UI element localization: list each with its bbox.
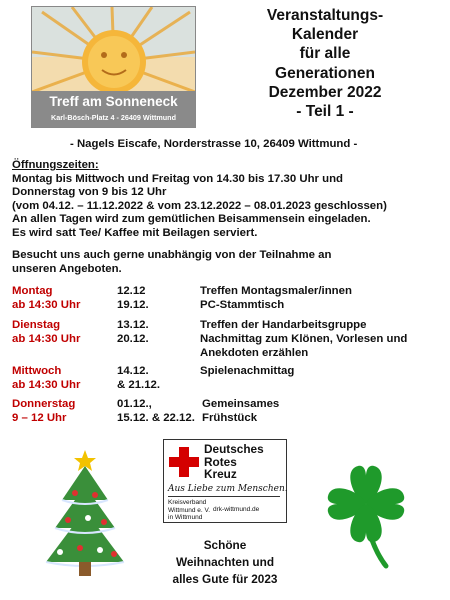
hours-line: Montag bis Mittwoch und Freitag von 14.30 bis 17.30 Uhr und	[12, 173, 344, 185]
schedule-activity: Gemeinsames	[202, 398, 280, 410]
schedule-day: Montag	[12, 285, 53, 297]
hours-line: An allen Tagen wird zum gemütlichen Beisammensein eingeladen.	[12, 213, 371, 225]
logo-address: Karl-Bösch-Platz 4 - 26409 Wittmund	[51, 113, 176, 122]
title-line: - Teil 1 -	[296, 103, 354, 121]
schedule-date: & 21.12.	[117, 379, 161, 391]
schedule-date: 19.12.	[117, 299, 149, 311]
title-line: Kalender	[291, 26, 359, 44]
schedule-date: 15.12. & 22.12.	[117, 412, 195, 424]
title-line: Generationen	[275, 64, 375, 82]
schedule-activity: Frühstück	[202, 412, 258, 424]
schedule-activity: PC-Stammtisch	[200, 299, 285, 311]
schedule-activity: Anekdoten erzählen	[200, 347, 309, 359]
schedule-date: 14.12.	[117, 365, 149, 377]
drk-org: Kreisverband Wittmund e. V. in Wittmund	[168, 499, 211, 522]
schedule-time: 9 – 12 Uhr	[12, 412, 67, 424]
hours-heading: Öffnungszeiten:	[12, 159, 99, 171]
drk-website: drk-wittmund.de	[213, 506, 260, 513]
logo-treff-am-sonneneck	[31, 6, 196, 128]
sun-painting	[32, 7, 195, 127]
drk-name: Deutsches Rotes Kreuz	[204, 442, 264, 481]
schedule-day: Donnerstag	[12, 398, 76, 410]
title-line: Dezember 2022	[268, 83, 382, 101]
holiday-greeting: Schöne Weihnachten und alles Gute für 2023	[172, 538, 278, 586]
schedule-date: 13.12.	[117, 319, 149, 331]
title-line: Veranstaltungs-	[266, 7, 384, 24]
schedule-activity: Nachmittag zum Klönen, Vorlesen und	[200, 333, 408, 345]
venue-line: - Nagels Eiscafe, Norderstrasse 10, 26409 Wittmund -	[70, 138, 358, 150]
schedule-day: Mittwoch	[12, 365, 62, 377]
schedule-time: ab 14:30 Uhr	[12, 333, 81, 345]
drk-logo	[163, 439, 287, 523]
hours-line: Es wird satt Tee/ Kaffee mit Beilagen serviert.	[12, 227, 258, 239]
schedule-day: Dienstag	[12, 319, 61, 331]
schedule-activity: Treffen Montagsmaler/innen	[200, 285, 352, 297]
schedule-activity: Treffen der Handarbeitsgruppe	[200, 319, 367, 331]
invite-line: Besucht uns auch gerne unabhängig von der Teilnahme an	[12, 249, 332, 261]
schedule-date: 01.12.,	[117, 398, 152, 410]
hours-line: Donnerstag von 9 bis 12 Uhr	[12, 186, 167, 198]
calendar-title	[225, 6, 425, 121]
divider	[168, 496, 280, 497]
title-line: für alle	[299, 45, 351, 63]
clover-icon	[316, 460, 416, 570]
invite-line: unseren Angeboten.	[12, 263, 122, 275]
logo-title: Treff am Sonneneck	[49, 94, 178, 109]
schedule-time: ab 14:30 Uhr	[12, 379, 81, 391]
hours-line: (vom 04.12. – 11.12.2022 & vom 23.12.2022 – 08.01.2023 geschlossen)	[12, 200, 387, 212]
christmas-tree-icon	[40, 448, 130, 580]
drk-slogan: Aus Liebe zum Menschen.	[168, 484, 288, 494]
red-cross-icon	[169, 447, 199, 477]
schedule-time: ab 14:30 Uhr	[12, 299, 81, 311]
schedule-date: 12.12	[117, 285, 146, 297]
schedule-activity: Spielenachmittag	[200, 365, 295, 377]
schedule-date: 20.12.	[117, 333, 149, 345]
